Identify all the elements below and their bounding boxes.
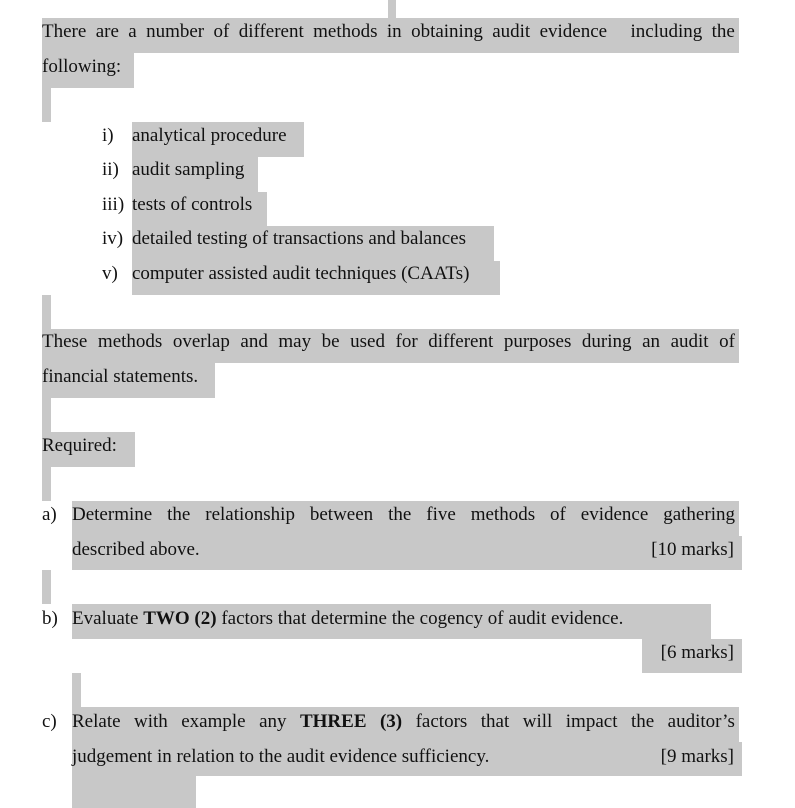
highlight-block	[72, 776, 196, 808]
word: of	[213, 21, 230, 42]
word: are	[95, 21, 119, 42]
word: will	[522, 711, 553, 732]
word: number	[146, 21, 205, 42]
word: in	[386, 21, 402, 42]
word: These	[42, 331, 88, 352]
word: different	[428, 331, 494, 352]
word: a	[128, 21, 137, 42]
word: the	[388, 504, 412, 525]
question-c-line-1	[72, 710, 735, 734]
required-heading: Required:	[42, 435, 117, 456]
word-bold: (3)	[379, 711, 403, 732]
word: factors	[415, 711, 468, 732]
word-bold: THREE	[299, 711, 367, 732]
list-item: computer assisted audit techniques (CAATs)	[132, 263, 470, 284]
word: the	[711, 21, 735, 42]
word: for	[395, 331, 418, 352]
word: audit	[670, 331, 709, 352]
word: that	[480, 711, 510, 732]
overlap-line-2: financial statements.	[42, 366, 199, 387]
word: between	[309, 504, 374, 525]
word: any	[259, 711, 287, 732]
question-a-line-1	[72, 503, 735, 527]
word: and	[240, 331, 268, 352]
list-item: detailed testing of transactions and balances	[132, 228, 466, 249]
list-item: audit sampling	[132, 159, 245, 180]
word: There	[42, 21, 87, 42]
word: methods	[313, 21, 378, 42]
word: during	[581, 331, 632, 352]
overlap-line-1	[42, 330, 735, 354]
question-c-marks: [9 marks]	[660, 746, 734, 767]
word: obtaining	[411, 21, 483, 42]
question-b-post: factors that determine the cogency of audit evidence.	[216, 608, 624, 629]
highlight-block	[42, 88, 51, 122]
word: five	[426, 504, 456, 525]
highlight-block	[42, 467, 51, 501]
word: Relate	[72, 711, 121, 732]
word: auditor’s	[667, 711, 735, 732]
word: overlap	[172, 331, 230, 352]
word: of	[550, 504, 566, 525]
word: Determine	[72, 504, 153, 525]
question-a-label: a)	[42, 504, 57, 525]
word: may	[278, 331, 312, 352]
highlight-block	[42, 398, 51, 432]
question-a-line-2: described above.	[72, 539, 200, 560]
question-b-text	[72, 607, 623, 631]
word: with	[134, 711, 168, 732]
word: evidence	[539, 21, 608, 42]
word: an	[642, 331, 661, 352]
question-c-line-2: judgement in relation to the audit evidence sufficiency.	[72, 746, 490, 767]
word: of	[719, 331, 735, 352]
word: methods	[470, 504, 536, 525]
word: evidence	[580, 504, 649, 525]
question-b-pre: Evaluate	[72, 608, 144, 629]
question-a-marks: [10 marks]	[651, 539, 734, 560]
highlight-block	[42, 570, 51, 604]
word: purposes	[503, 331, 572, 352]
question-b-label: b)	[42, 608, 58, 629]
word: the	[630, 711, 655, 732]
word: example	[181, 711, 246, 732]
word: be	[321, 331, 340, 352]
question-c-label: c)	[42, 711, 57, 732]
list-number: v)	[102, 263, 118, 284]
list-number: iv)	[102, 228, 124, 249]
list-number: i)	[102, 125, 114, 146]
list-item: analytical procedure	[132, 125, 287, 146]
question-b-bold: TWO (2)	[143, 608, 217, 629]
word: impact	[565, 711, 618, 732]
list-number: iii)	[102, 194, 125, 215]
list-number: ii)	[102, 159, 119, 180]
word: including	[630, 21, 703, 42]
intro-line-2: following:	[42, 56, 122, 77]
word: audit	[492, 21, 531, 42]
highlight-cursor-stub	[388, 0, 396, 18]
word: methods	[97, 331, 163, 352]
word: different	[238, 21, 304, 42]
question-b-marks: [6 marks]	[660, 642, 734, 663]
word: gathering	[663, 504, 735, 525]
intro-line-1	[42, 20, 735, 44]
word: relationship	[205, 504, 295, 525]
word: used	[350, 331, 385, 352]
word: the	[167, 504, 191, 525]
highlight-block	[42, 295, 51, 329]
highlight-block	[72, 673, 81, 707]
list-item: tests of controls	[132, 194, 253, 215]
